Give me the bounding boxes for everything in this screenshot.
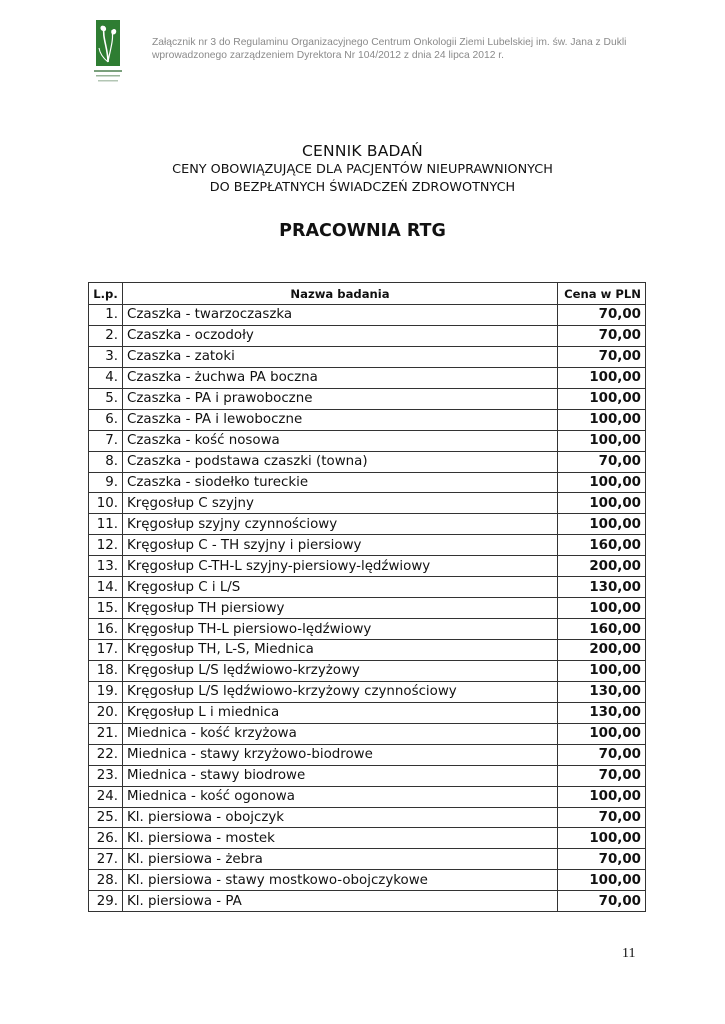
- table-row: [89, 367, 646, 388]
- row-name: Miednica - stawy biodrowe: [123, 765, 558, 786]
- row-price: 100,00: [558, 598, 646, 619]
- table-row: [89, 619, 646, 640]
- row-name: Kręgosłup L i miednica: [123, 702, 558, 723]
- row-lp: 12.: [89, 535, 123, 556]
- row-price: 70,00: [558, 325, 646, 346]
- row-lp: 7.: [89, 430, 123, 451]
- row-price: 160,00: [558, 619, 646, 640]
- document-title: CENNIK BADAŃ: [302, 142, 423, 160]
- row-name: Czaszka - siodełko tureckie: [123, 472, 558, 493]
- row-name: Kl. piersiowa - PA: [123, 891, 558, 912]
- row-price: 100,00: [558, 660, 646, 681]
- row-lp: 20.: [89, 702, 123, 723]
- row-price: 70,00: [558, 849, 646, 870]
- table-row: [89, 388, 646, 409]
- table-row: [89, 305, 646, 326]
- row-lp: 14.: [89, 577, 123, 598]
- row-name: Kręgosłup C-TH-L szyjny-piersiowy-lędźwiowy: [123, 556, 558, 577]
- table-body: [89, 305, 646, 912]
- row-lp: 3.: [89, 346, 123, 367]
- table-row: [89, 598, 646, 619]
- table-row: [89, 723, 646, 744]
- row-price: 130,00: [558, 681, 646, 702]
- row-lp: 28.: [89, 870, 123, 891]
- row-price: 100,00: [558, 430, 646, 451]
- row-name: Czaszka - twarzoczaszka: [123, 305, 558, 326]
- row-name: Kręgosłup L/S lędźwiowo-krzyżowy czynnościowy: [123, 681, 558, 702]
- row-name: Miednica - kość ogonowa: [123, 786, 558, 807]
- price-table: [88, 282, 646, 912]
- row-name: Kręgosłup TH-L piersiowo-lędźwiowy: [123, 619, 558, 640]
- row-name: Kręgosłup C - TH szyjny i piersiowy: [123, 535, 558, 556]
- row-name: Czaszka - zatoki: [123, 346, 558, 367]
- row-lp: 1.: [89, 305, 123, 326]
- row-lp: 21.: [89, 723, 123, 744]
- table-row: [89, 451, 646, 472]
- row-name: Kręgosłup C szyjny: [123, 493, 558, 514]
- regulation-note: [152, 36, 712, 62]
- table-row: [89, 807, 646, 828]
- row-price: 70,00: [558, 891, 646, 912]
- institution-logo-icon: [90, 18, 140, 90]
- row-name: Kl. piersiowa - mostek: [123, 828, 558, 849]
- table-row: [89, 765, 646, 786]
- table-row: [89, 660, 646, 681]
- table-row: [89, 702, 646, 723]
- table-row: [89, 346, 646, 367]
- table-row: [89, 849, 646, 870]
- table-row: [89, 409, 646, 430]
- table-row: [89, 535, 646, 556]
- row-lp: 4.: [89, 367, 123, 388]
- row-price: 70,00: [558, 451, 646, 472]
- row-lp: 19.: [89, 681, 123, 702]
- table-row: [89, 640, 646, 661]
- regulation-note-line1: Załącznik nr 3 do Regulaminu Organizacyjnego Centrum Onkologii Ziemi Lubelskiej im. św. Jana z Dukli: [152, 37, 627, 48]
- table-row: [89, 870, 646, 891]
- row-lp: 16.: [89, 619, 123, 640]
- header-lp: L.p.: [89, 283, 123, 305]
- row-price: 100,00: [558, 514, 646, 535]
- row-price: 100,00: [558, 493, 646, 514]
- row-lp: 2.: [89, 325, 123, 346]
- row-lp: 6.: [89, 409, 123, 430]
- row-price: 70,00: [558, 765, 646, 786]
- row-lp: 15.: [89, 598, 123, 619]
- row-name: Kl. piersiowa - stawy mostkowo-obojczykowe: [123, 870, 558, 891]
- row-price: 100,00: [558, 409, 646, 430]
- row-price: 100,00: [558, 388, 646, 409]
- row-lp: 11.: [89, 514, 123, 535]
- row-price: 100,00: [558, 723, 646, 744]
- page-number: 11: [622, 946, 636, 961]
- row-price: 70,00: [558, 807, 646, 828]
- regulation-note-line2: wprowadzonego zarządzeniem Dyrektora Nr 104/2012 z dnia 24 lipca 2012 r.: [152, 50, 505, 61]
- row-price: 100,00: [558, 367, 646, 388]
- header-price: Cena w PLN: [558, 283, 646, 305]
- row-price: 100,00: [558, 472, 646, 493]
- table-row: [89, 493, 646, 514]
- row-price: 130,00: [558, 577, 646, 598]
- row-name: Kl. piersiowa - obojczyk: [123, 807, 558, 828]
- row-name: Kręgosłup L/S lędźwiowo-krzyżowy: [123, 660, 558, 681]
- row-name: Czaszka - oczodoły: [123, 325, 558, 346]
- row-name: Czaszka - PA i lewoboczne: [123, 409, 558, 430]
- table-header-row: [89, 283, 646, 305]
- row-lp: 17.: [89, 640, 123, 661]
- table-row: [89, 556, 646, 577]
- row-name: Miednica - stawy krzyżowo-biodrowe: [123, 744, 558, 765]
- row-name: Kręgosłup szyjny czynnościowy: [123, 514, 558, 535]
- row-name: Czaszka - kość nosowa: [123, 430, 558, 451]
- row-lp: 24.: [89, 786, 123, 807]
- row-name: Kręgosłup C i L/S: [123, 577, 558, 598]
- row-price: 70,00: [558, 305, 646, 326]
- section-title: PRACOWNIA RTG: [279, 221, 446, 241]
- header-name: Nazwa badania: [123, 283, 558, 305]
- row-price: 70,00: [558, 744, 646, 765]
- row-lp: 9.: [89, 472, 123, 493]
- table-row: [89, 891, 646, 912]
- row-lp: 29.: [89, 891, 123, 912]
- row-name: Kl. piersiowa - żebra: [123, 849, 558, 870]
- document-subtitle-line2: DO BEZPŁATNYCH ŚWIADCZEŃ ZDROWOTNYCH: [209, 180, 516, 195]
- table-row: [89, 514, 646, 535]
- row-price: 200,00: [558, 640, 646, 661]
- row-name: Miednica - kość krzyżowa: [123, 723, 558, 744]
- row-name: Kręgosłup TH, L-S, Miednica: [123, 640, 558, 661]
- table-row: [89, 472, 646, 493]
- row-lp: 8.: [89, 451, 123, 472]
- row-name: Kręgosłup TH piersiowy: [123, 598, 558, 619]
- table-row: [89, 786, 646, 807]
- table-row: [89, 828, 646, 849]
- row-lp: 18.: [89, 660, 123, 681]
- table-row: [89, 681, 646, 702]
- row-price: 70,00: [558, 346, 646, 367]
- table-row: [89, 744, 646, 765]
- row-lp: 22.: [89, 744, 123, 765]
- row-lp: 10.: [89, 493, 123, 514]
- table-row: [89, 430, 646, 451]
- row-lp: 26.: [89, 828, 123, 849]
- row-price: 160,00: [558, 535, 646, 556]
- row-lp: 23.: [89, 765, 123, 786]
- document-subtitle-line1: CENY OBOWIĄZUJĄCE DLA PACJENTÓW NIEUPRAWNIONYCH: [172, 162, 553, 177]
- row-price: 200,00: [558, 556, 646, 577]
- row-name: Czaszka - PA i prawoboczne: [123, 388, 558, 409]
- row-lp: 25.: [89, 807, 123, 828]
- row-lp: 5.: [89, 388, 123, 409]
- row-name: Czaszka - podstawa czaszki (towna): [123, 451, 558, 472]
- row-price: 100,00: [558, 870, 646, 891]
- row-lp: 27.: [89, 849, 123, 870]
- row-name: Czaszka - żuchwa PA boczna: [123, 367, 558, 388]
- row-price: 100,00: [558, 828, 646, 849]
- row-price: 100,00: [558, 786, 646, 807]
- row-price: 130,00: [558, 702, 646, 723]
- row-lp: 13.: [89, 556, 123, 577]
- table-row: [89, 577, 646, 598]
- table-row: [89, 325, 646, 346]
